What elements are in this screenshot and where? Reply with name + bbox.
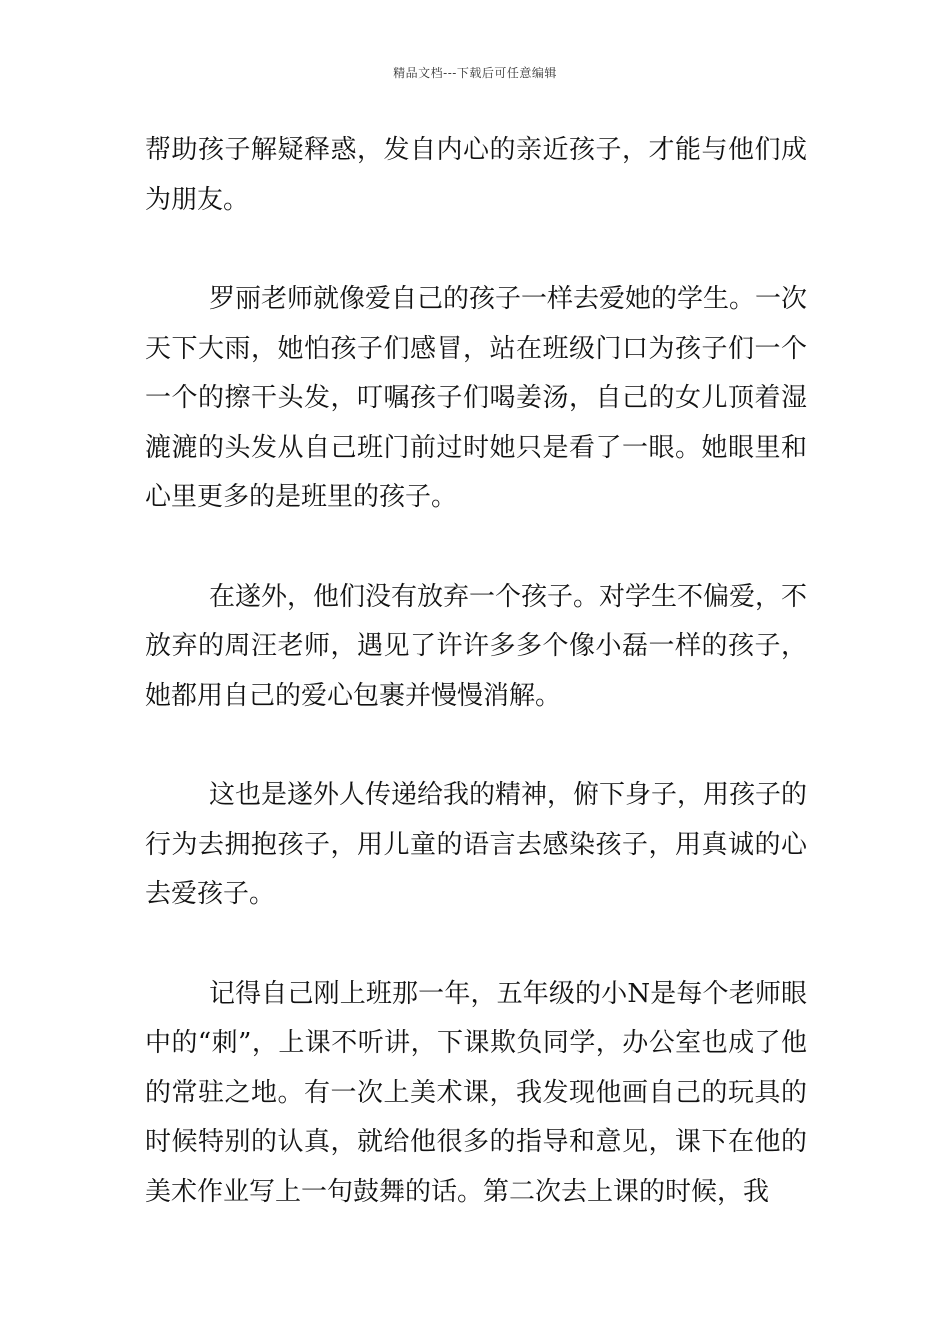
paragraph-3: 在遂外，他们没有放弃一个孩子。对学生不偏爱，不放弃的周汪老师，遇见了许许多多个像小磊一样的孩子，她都用自己的爱心包裹并慢慢消解。 [145,581,808,711]
paragraph-2: 罗丽老师就像爱自己的孩子一样去爱她的学生。一次天下大雨，她怕孩子们感冒，站在班级门口为孩子们一个一个的擦干头发，叮嘱孩子们喝姜汤，自己的女儿顶着湿漉漉的头发从自己班门前过时她只是看了一眼。她眼里和心里更多的是班里的孩子。 [145,284,808,512]
paragraph-5: 记得自己刚上班那一年，五年级的小N是每个老师眼中的“刺”，上课不听讲，下课欺负同学，办公室也成了他的常驻之地。有一次上美术课，我发现他画自己的玩具的时候特别的认真，就给他很多的指导和意见，课下在他的美术作业写上一句鼓舞的话。第二次去上课的时候，我 [145,978,807,1207]
document-body [145,126,807,1217]
page-header: 精品文档---下载后可任意编辑 [393,66,557,80]
paragraph-4: 这也是遂外人传递给我的精神，俯下身子，用孩子的行为去拥抱孩子，用儿童的语言去感染孩子，用真诚的心去爱孩子。 [145,780,808,909]
paragraph-1: 帮助孩子解疑释惑，发自内心的亲近孩子，才能与他们成为朋友。 [145,135,807,215]
